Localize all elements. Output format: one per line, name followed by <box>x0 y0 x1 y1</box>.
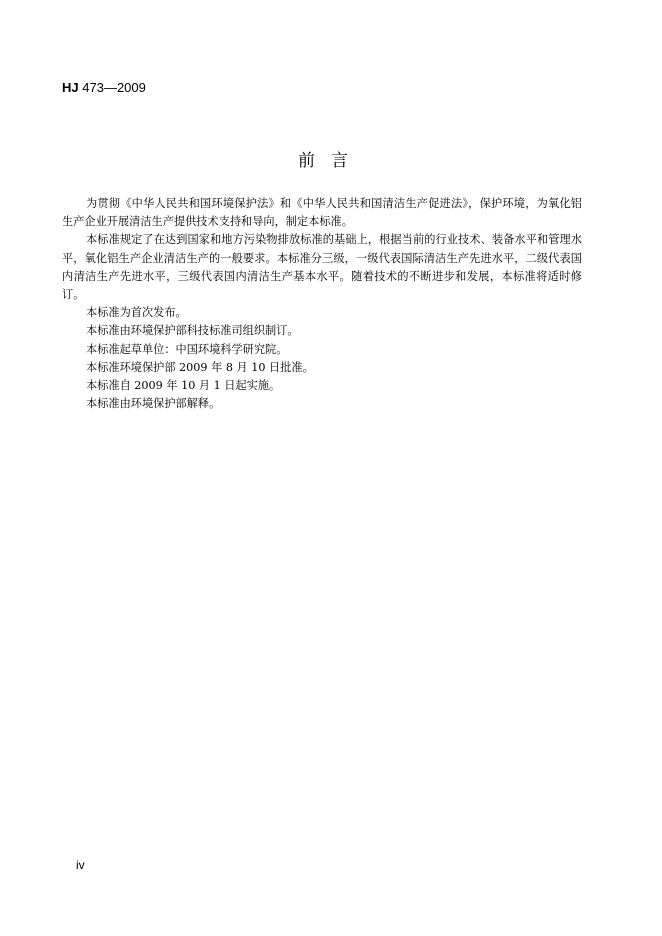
paragraph: 本标准环境保护部 2009 年 8 月 10 日批准。 <box>86 360 314 374</box>
page-number: iv <box>76 858 85 872</box>
paragraph: 本标准由环境保护部科技标准司组织制订。 <box>86 324 299 338</box>
foreword-body <box>62 195 582 413</box>
page-title: 前言 <box>298 151 364 171</box>
standard-code: HJ <box>62 80 79 95</box>
paragraph: 本标准规定了在达到国家和地方污染物排放标准的基础上，根据当前的行业技术、装备水平和管理水平，氧化铝生产企业清洁生产的一般要求。本标准分三级，一级代表国际清洁生产先进水平，二级代表国内清洁生产先进水平，三级代表国内清洁生产基本水平。随着技术的不断进步和发展，本标准将适时修订。 <box>62 233 582 302</box>
standard-number: 473—2009 <box>82 80 146 95</box>
paragraph: 本标准自 2009 年 10 月 1 日起实施。 <box>86 379 281 393</box>
paragraph: 本标准由环境保护部解释。 <box>86 397 221 411</box>
paragraph: 为贯彻《中华人民共和国环境保护法》和《中华人民共和国清洁生产促进法》，保护环境，为氧化铝生产企业开展清洁生产提供技术支持和导向，制定本标准。 <box>62 197 582 229</box>
standard-header <box>62 80 146 95</box>
paragraph: 本标准为首次发布。 <box>86 306 187 320</box>
paragraph: 本标准起草单位：中国环境科学研究院。 <box>86 342 288 356</box>
